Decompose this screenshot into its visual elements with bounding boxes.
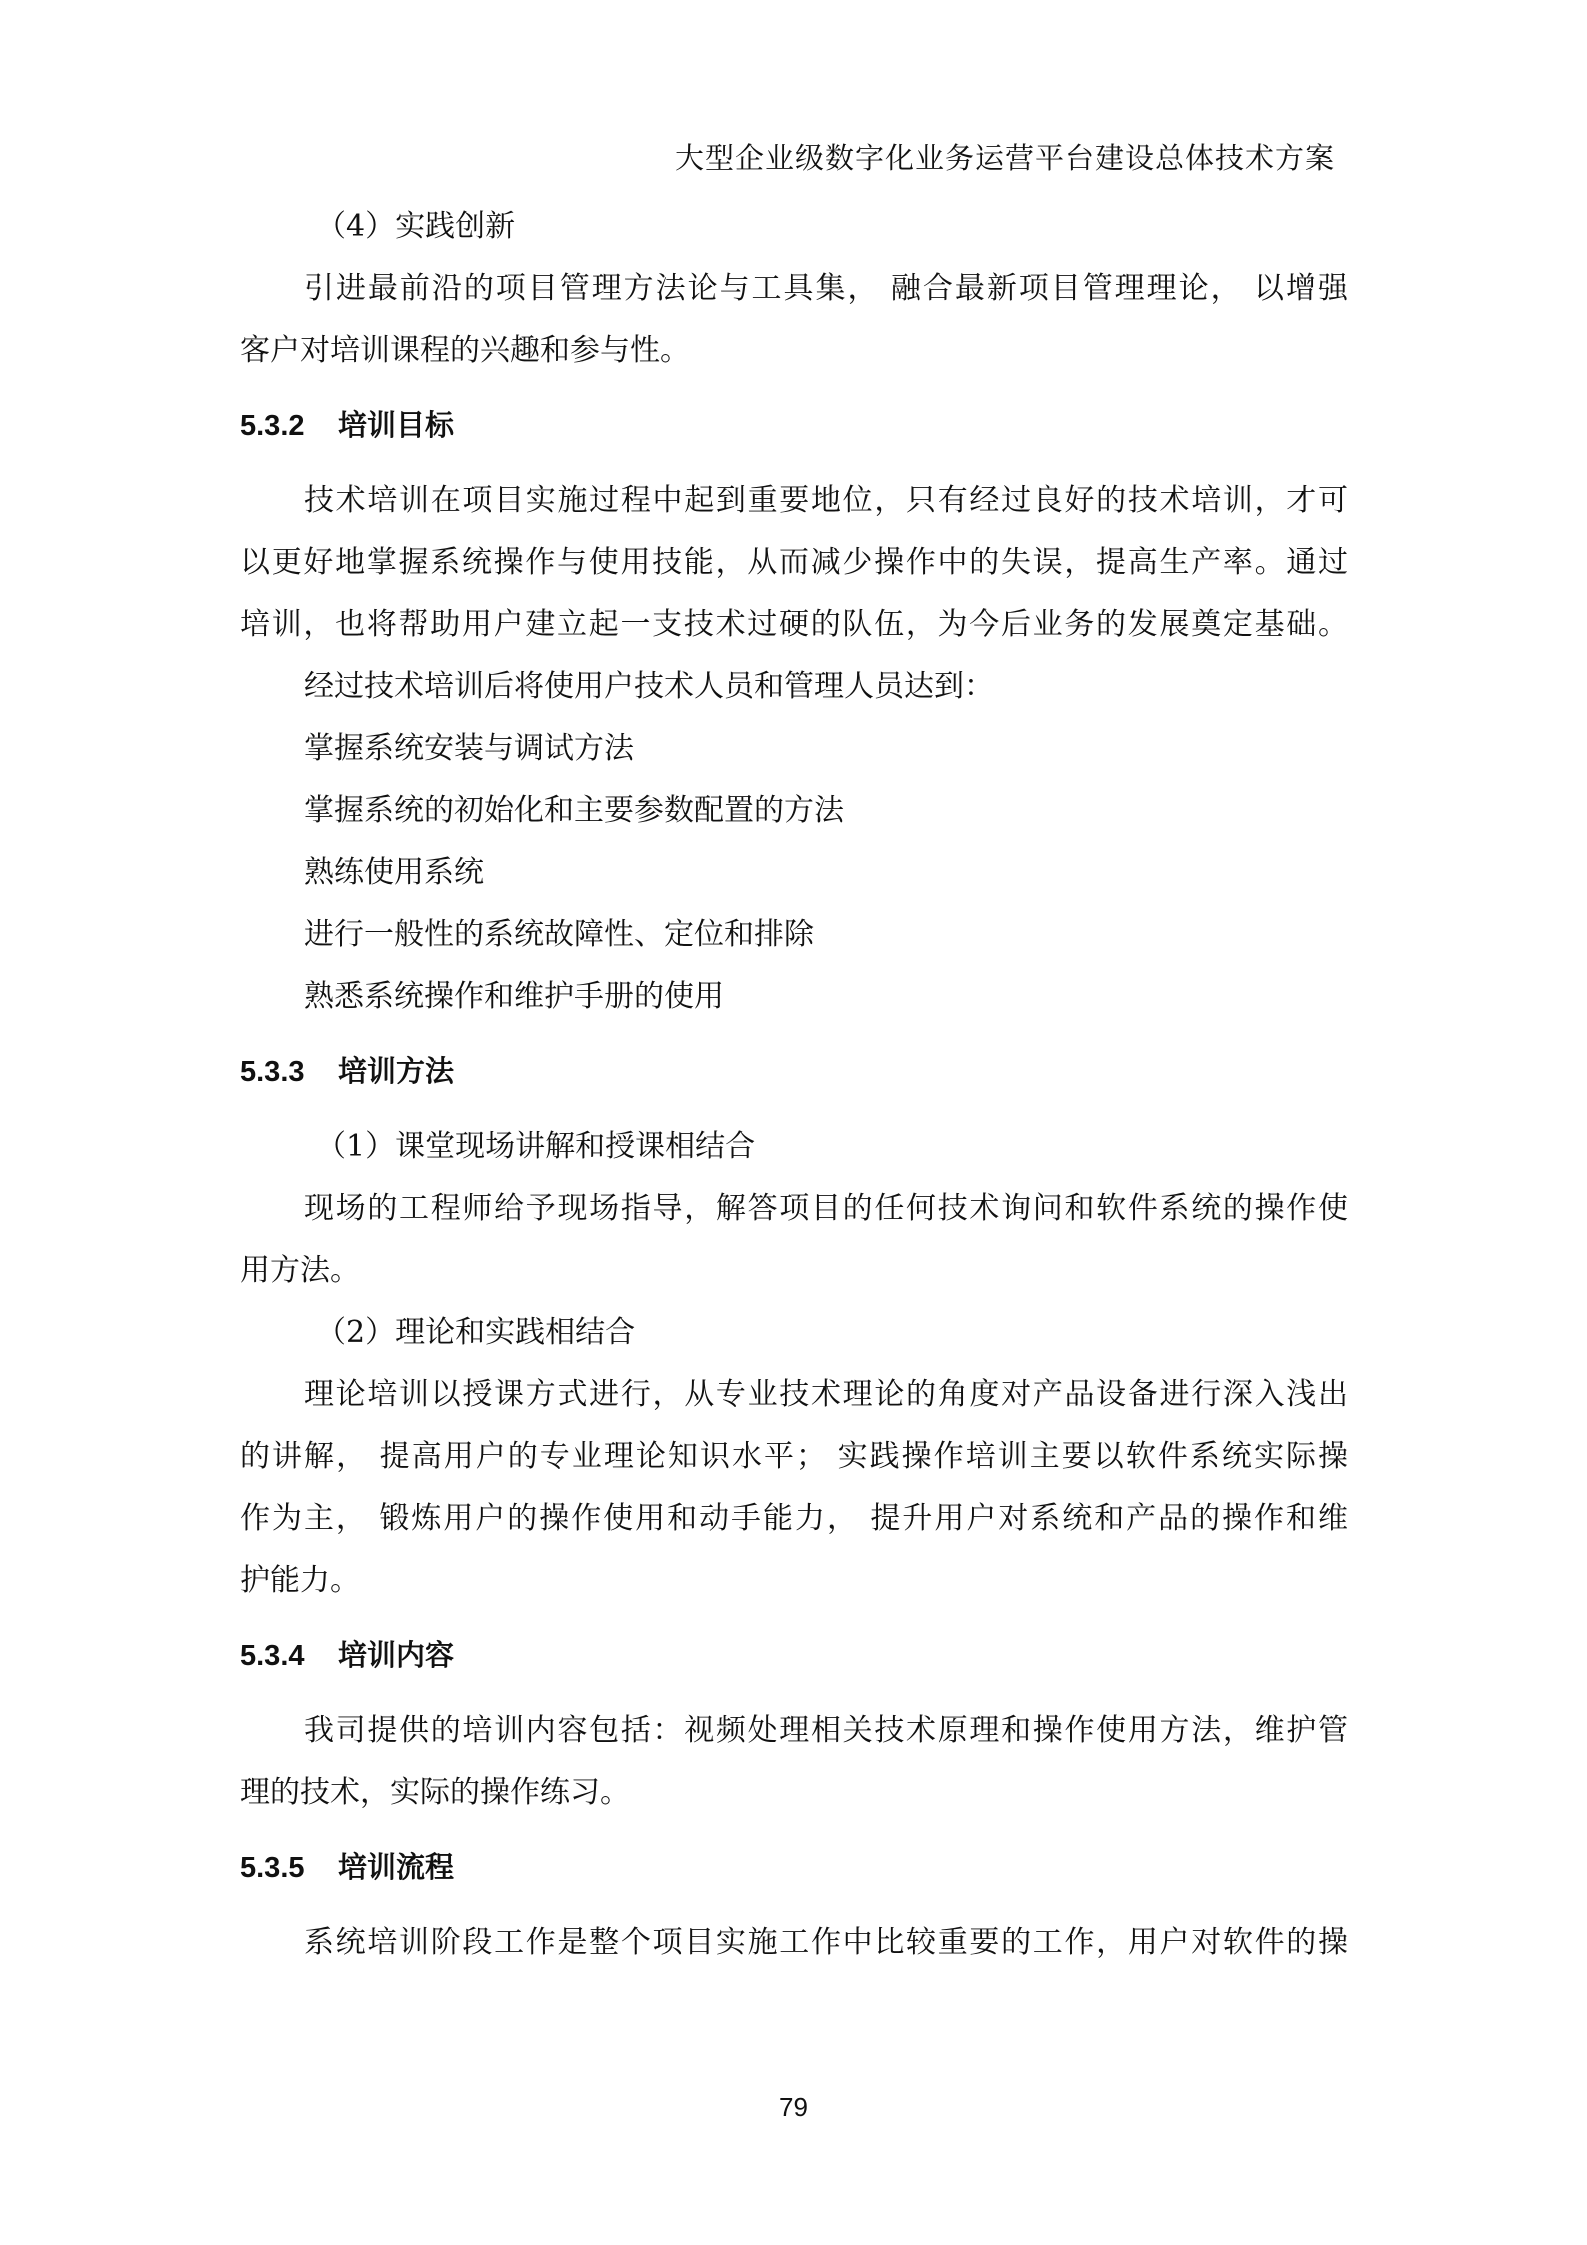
list-item: 掌握系统的初始化和主要参数配置的方法	[304, 793, 844, 828]
paragraph-line: 护能力。	[240, 1563, 360, 1598]
section-heading-5-3-2	[240, 396, 1348, 456]
section-number: 5.3.2	[240, 410, 305, 442]
section-number: 5.3.4	[240, 1640, 305, 1672]
section-heading-5-3-3	[240, 1042, 1348, 1102]
paragraph-line: 客户对培训课程的兴趣和参与性。	[240, 333, 690, 368]
running-header: 大型企业级数字化业务运营平台建设总体技术方案	[674, 141, 1335, 175]
paragraph-line: 作为主， 锻炼用户的操作使用和动手能力， 提升用户对系统和产品的操作和维	[240, 1501, 1348, 1536]
subsection-title-practice-innovation: （4）实践创新	[316, 209, 516, 244]
list-item: 掌握系统安装与调试方法	[304, 731, 634, 766]
section-title: 培训流程	[338, 1852, 455, 1884]
paragraph-line: 经过技术培训后将使用户技术人员和管理人员达到：	[304, 669, 994, 704]
subsection-title-method-2: （2）理论和实践相结合	[316, 1315, 636, 1350]
section-title: 培训目标	[338, 410, 455, 442]
list-item: 进行一般性的系统故障性、定位和排除	[304, 917, 814, 952]
paragraph-line: 现场的工程师给予现场指导，解答项目的任何技术询问和软件系统的操作使	[304, 1191, 1348, 1226]
page-number: 79	[779, 2092, 808, 2122]
paragraph-line: 我司提供的培训内容包括：视频处理相关技术原理和操作使用方法，维护管	[304, 1713, 1348, 1748]
paragraph-line: 理的技术，实际的操作练习。	[240, 1775, 630, 1810]
paragraph-line: 用方法。	[240, 1253, 360, 1288]
section-title: 培训内容	[338, 1640, 455, 1672]
section-number: 5.3.5	[240, 1852, 305, 1884]
paragraph-line: 引进最前沿的项目管理方法论与工具集， 融合最新项目管理理论， 以增强	[304, 271, 1348, 306]
paragraph-line: 的讲解， 提高用户的专业理论知识水平； 实践操作培训主要以软件系统实际操	[240, 1439, 1348, 1474]
section-heading-5-3-5	[240, 1838, 1348, 1898]
section-heading-5-3-4	[240, 1626, 1348, 1686]
page-body	[240, 196, 1348, 1974]
section-number: 5.3.3	[240, 1056, 305, 1088]
paragraph-line: 技术培训在项目实施过程中起到重要地位，只有经过良好的技术培训，才可	[304, 483, 1348, 518]
list-item: 熟练使用系统	[304, 855, 484, 890]
paragraph-line: 培训，也将帮助用户建立起一支技术过硬的队伍，为今后业务的发展奠定基础。	[240, 607, 1348, 642]
subsection-title-method-1: （1）课堂现场讲解和授课相结合	[316, 1129, 756, 1164]
paragraph-line: 系统培训阶段工作是整个项目实施工作中比较重要的工作，用户对软件的操	[304, 1925, 1348, 1960]
paragraph-line: 理论培训以授课方式进行，从专业技术理论的角度对产品设备进行深入浅出	[304, 1377, 1348, 1412]
section-title: 培训方法	[338, 1056, 455, 1088]
list-item: 熟悉系统操作和维护手册的使用	[304, 979, 724, 1014]
paragraph-line: 以更好地掌握系统操作与使用技能，从而减少操作中的失误，提高生产率。通过	[240, 545, 1348, 580]
